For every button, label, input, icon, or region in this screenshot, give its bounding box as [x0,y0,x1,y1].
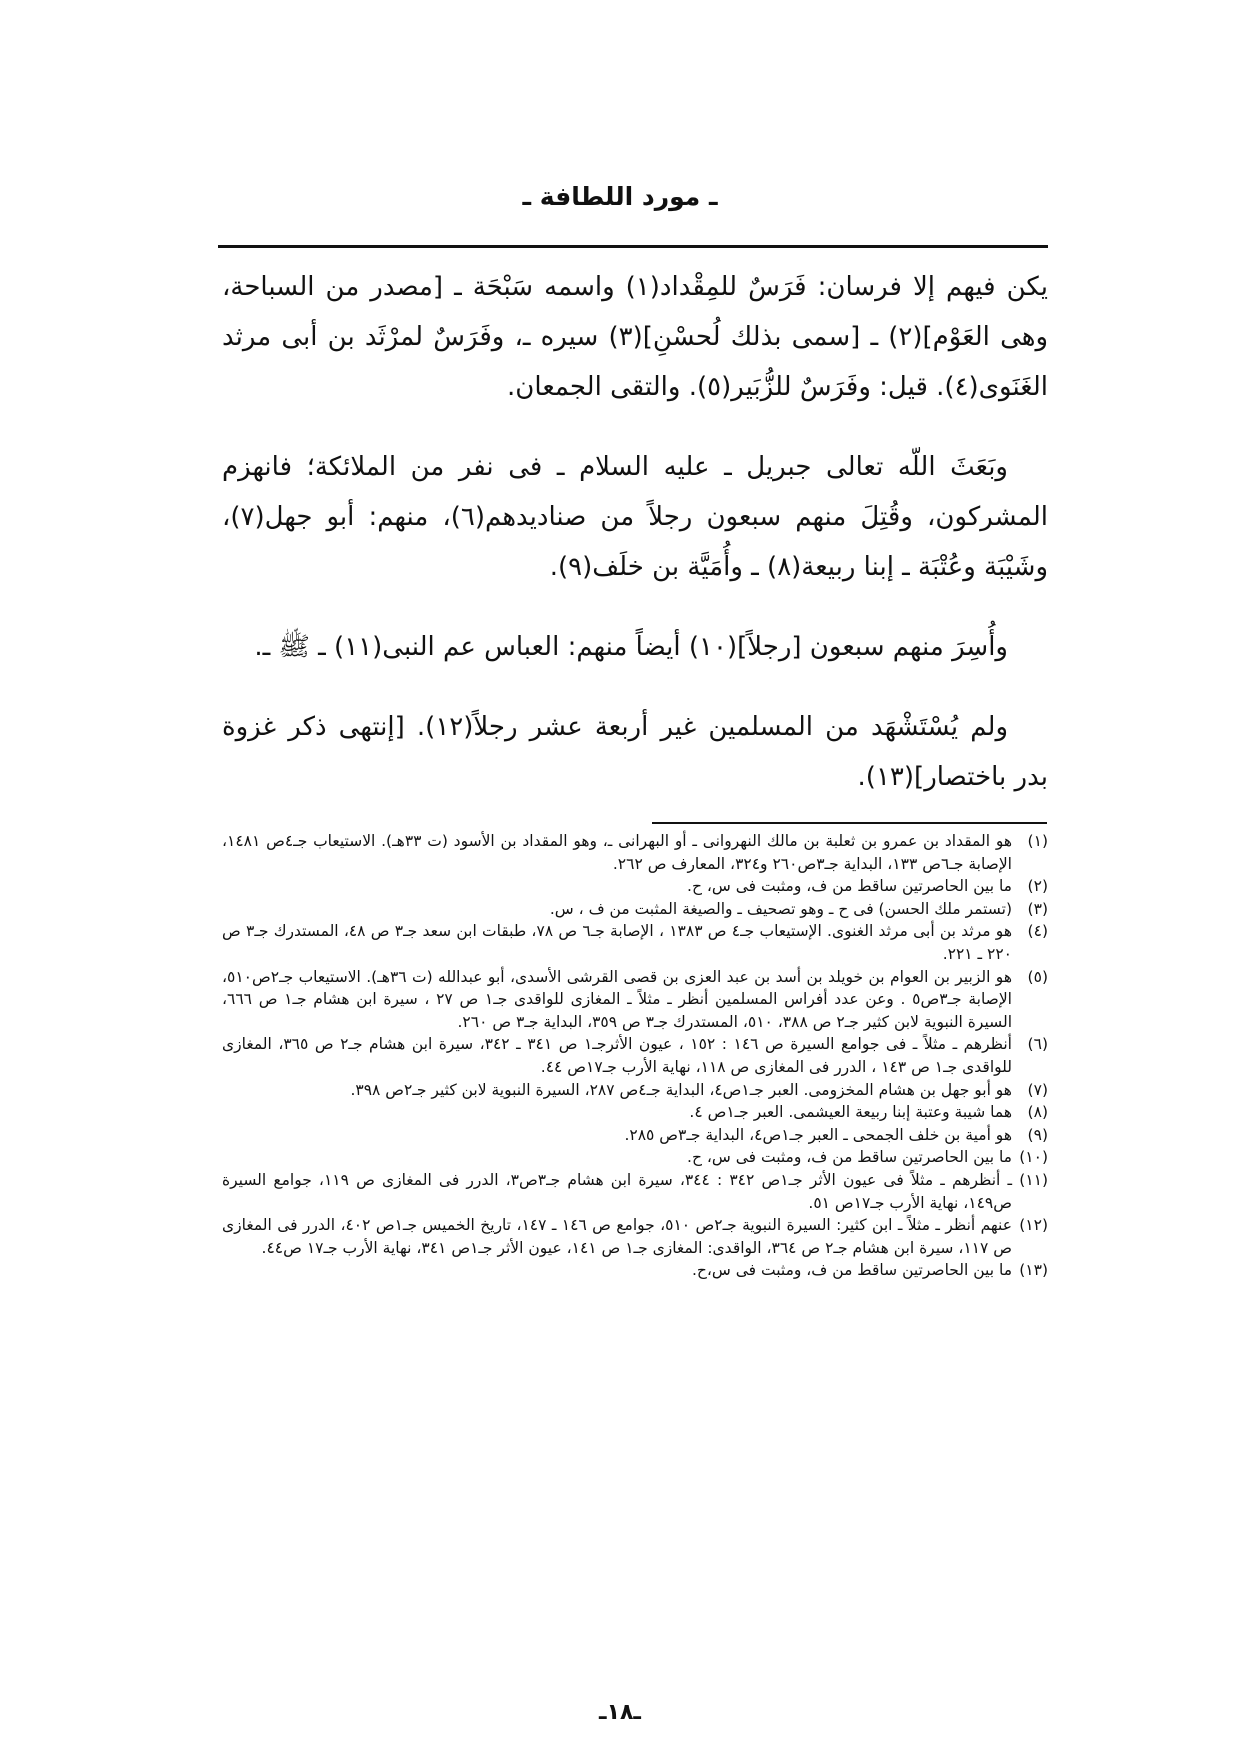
footnote-number: (١١) [1019,1170,1049,1189]
footnote-item [222,920,1048,965]
footnote-number: (١٢) [1019,1216,1048,1235]
footnote-separator [652,822,1047,824]
footnotes [222,830,1048,1282]
footnote-item [222,875,1048,898]
footnote-text: ـ أنظرهم ـ مثلاً فى عيون الأثر جـ١ص ٣٤٢ : ٣٤٤، سيرة ابن هشام جـ٣ص٣، الدرر فى المغازى ص ١١٩، جوامع السيرة ص١٤٩، نهاية الأرب جـ١٧ص ٥١. [222,1170,1013,1212]
footnote-text: ما بين الحاصرتين ساقط من ف، ومثبت فى س،ح. [691,1261,1012,1280]
footnote-text: (تستمر ملك الحسن) فى ح ـ وهو تصحيف ـ والصيغة المثبت من ف ، س. [549,899,1012,918]
footnote-text: هو الزبير بن العوام بن خويلد بن أسد بن عبد العزى بن قصى القرشى الأسدى، أبو عبدالله (ت ٣٦هـ). الاستيعاب جـ٢ص٥١٠، الإصابة جـ٣ص٥ . وعن عدد أفراس المسلمين أنظر ـ مثلاً ـ المغازى للواقدى جـ١ ص ٢٧ ، سيرة ابن هشام جـ١ ص ٦٦٦، السيرة النبوية لابن كثير جـ٢ ص ٣٨٨، ٥١٠، المستدرك جـ٣ ص ٣٥٩، البداية جـ٣ ص ٢٦٠. [222,967,1012,1031]
footnote-text: هو أبو جهل بن هشام المخزومى. العبر جـ١ص٤، البداية جـ٤ص ٢٨٧، السيرة النبوية لابن كثير جـ٢ص ٣٩٨. [350,1080,1012,1099]
footnote-item [222,898,1048,921]
footnote-item [222,1079,1048,1102]
footnote-number: (٧) [1027,1080,1048,1099]
footnote-number: (٦) [1027,1035,1048,1054]
footnote-text: أنظرهم ـ مثلاً ـ فى جوامع السيرة ص ١٤٦ : ١٥٢ ، عيون الأثرجـ١ ص ٣٤١ ـ ٣٤٢، سيرة ابن هشام جـ٢ ص ٣٦٥، المغازى للواقدى جـ١ ص ١٤٣ ، الدرر فى المغازى ص ١١٨، نهاية الأرب جـ١٧ص ٤٤. [222,1035,1012,1076]
body-paragraph: يكن فيهم إلا فرسان: فَرَسٌ للمِقْداد(١) واسمه سَبْحَة ـ [مصدر من السباحة، وهى العَوْم](٢) ـ [سمى بذلك لُحسْنِ](٣) سيره ـ، وفَرَسٌ لمرْثَد بن أبى مرثد الغَنَوى(٤). قيل: وفَرَسٌ للزُّبَير(٥). والتقى الجمعان. [222,272,1048,402]
body-paragraph: وأُسِرَ منهم سبعون [رجلاً](١٠) أيضاً منهم: العباس عم النبى(١١) ـ ﷺ ـ. [254,632,1008,662]
footnote-item [222,1259,1048,1282]
footnote-item [222,1214,1048,1259]
footnote-item [222,966,1048,1034]
header-rule [218,245,1048,248]
page-header-title: ـ مورد اللطافة ـ [522,182,718,211]
footnote-text: ما بين الحاصرتين ساقط من ف، ومثبت فى س، ح. [687,1148,1012,1167]
body-paragraph: وبَعَثَ اللّه تعالى جبريل ـ عليه السلام ـ فى نفر من الملائكة؛ فانهزم المشركون، وقُتِلَ منهم سبعون رجلاً من صناديدهم(٦)، منهم: أبو جهل(٧)، وشَيْبَة وعُتْبَة ـ إبنا ربيعة(٨) ـ وأُمَيَّة بن خلَف(٩). [222,452,1048,582]
body-paragraph: ولم يُسْتَشْهَد من المسلمين غير أربعة عشر رجلاً(١٢). [إنتهى ذكر غزوة بدر باختصار](١٣). [222,712,1048,792]
footnote-item [222,1124,1048,1147]
footnote-number: (٥) [1027,967,1048,986]
footnote-text: ما بين الحاصرتين ساقط من ف، ومثبت فى س، ح. [687,877,1012,896]
footnote-item [222,1101,1048,1124]
footnote-item [222,1146,1048,1169]
footnote-item [222,1033,1048,1078]
page-number: ـ١٨ـ [599,1700,641,1725]
footnote-item [222,830,1048,875]
footnote-number: (٢) [1027,877,1048,896]
footnote-item [222,1169,1048,1214]
main-text [222,262,1048,832]
footnote-number: (١) [1027,832,1048,850]
footnote-number: (١٠) [1019,1148,1048,1167]
footnote-number: (٤) [1027,922,1048,941]
footnote-text: هو أمية بن خلف الجمحى ـ العبر جـ١ص٤، البداية جـ٣ص ٢٨٥. [624,1125,1012,1144]
footnote-number: (٩) [1027,1125,1048,1144]
footnote-number: (١٣) [1019,1261,1048,1280]
footnote-text: هما شيبة وعتبة إبنا ربيعة العيشمى. العبر جـ١ص ٤. [689,1103,1012,1122]
footnote-text: عنهم أنظر ـ مثلاً ـ ابن كثير: السيرة النبوية جـ٢ص ٥١٠، جوامع ص ١٤٦ ـ ١٤٧، تاريخ الخميس جـ١ص ٤٠٢، الدرر فى المغازى ص ١١٧، سيرة ابن هشام جـ٢ ص ٣٦٤، الواقدى: المغازى جـ١ ص ١٤١، عيون الأثر جـ١ص ٣٤١، نهاية الأرب جـ١٧ ص٤٤. [222,1216,1012,1257]
footnote-text: هو مرثد بن أبى مرثد الغنوى. الإستيعاب جـ٤ ص ١٣٨٣ ، الإصابة جـ٦ ص ٧٨، طبقات ابن سعد جـ٣ ص ٤٨، المستدرك جـ٣ ص ٢٢٠ ـ ٢٢١. [222,922,1012,963]
footnote-number: (٨) [1027,1103,1048,1122]
footnote-number: (٣) [1027,899,1048,918]
footnote-text: هو المقداد بن عمرو بن ثعلبة بن مالك النهروانى ـ أو البهرانى ـ، وهو المقداد بن الأسود (ت ٣٣هـ). الاستيعاب جـ٤ص ١٤٨١، الإصابة جـ٦ص ١٣٣، البداية جـ٣ص٢٦٠ و٣٢٤، المعارف ص ٢٦٢. [222,832,1012,873]
